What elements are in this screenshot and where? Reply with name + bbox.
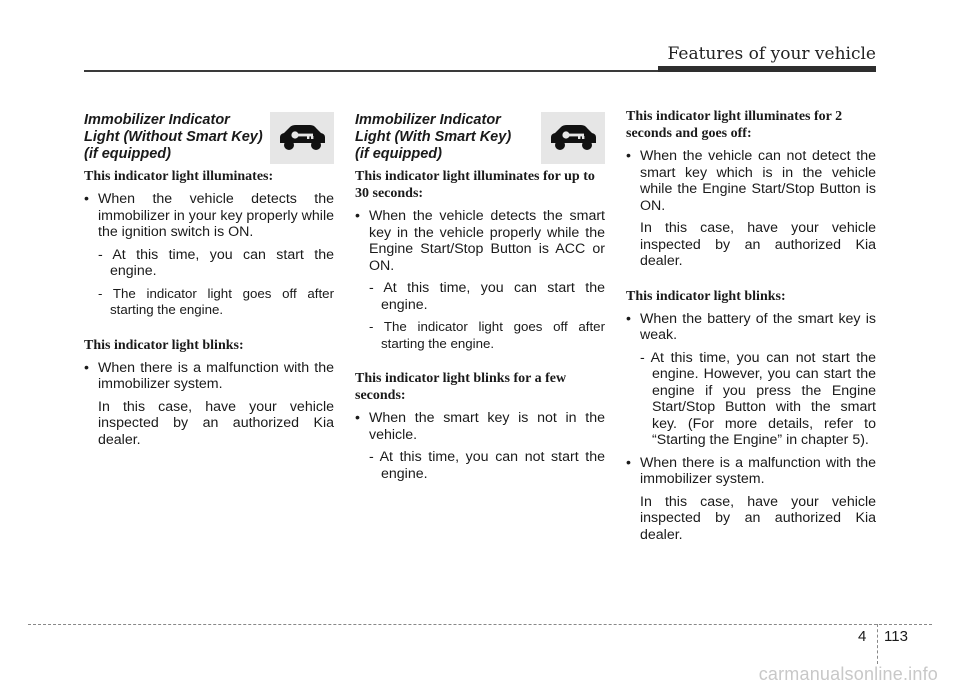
- bullet-item: [84, 360, 334, 393]
- bullet-icon: •: [84, 359, 89, 376]
- sub-item: - At this time, you can not start the engine. However, you can start the engine if you press the Engine Start/Stop Button with the smart key. (For more details, refer to “Starting the Engine” in chapter 5).: [640, 349, 876, 448]
- bullet-text: When there is a malfunction with the immobilizer system.: [98, 359, 334, 392]
- bullet-icon: •: [626, 148, 631, 164]
- subheading: This indicator light blinks for a few seconds:: [355, 371, 567, 403]
- footer-separator: [877, 624, 878, 664]
- chapter-number: 4: [858, 628, 867, 645]
- sub-item: - The indicator light goes off after starting the engine.: [98, 285, 334, 317]
- bullet-icon: •: [355, 208, 360, 224]
- header-accent-bar: [658, 66, 876, 72]
- bullet-text: When the vehicle detects the immobilizer in your key properly while the ignition switch is ON.: [98, 191, 334, 240]
- bullet-item: [626, 311, 876, 344]
- page-number: 113: [884, 628, 908, 645]
- subheading: This indicator light illuminates:: [84, 169, 274, 184]
- immobilizer-car-key-icon: [270, 112, 334, 164]
- section-title: Immobilizer Indicator Light (With Smart Key) (if equipped): [355, 112, 512, 162]
- footer-rule: [28, 624, 932, 625]
- section-title: Immobilizer Indicator Light (Without Smart Key) (if equipped): [84, 112, 263, 162]
- section-header: [84, 112, 334, 168]
- subheading: This indicator light illuminates for up to 30 seconds:: [355, 169, 595, 201]
- column-3: [626, 108, 876, 549]
- bullet-icon: •: [84, 191, 89, 207]
- header-title: Features of your vehicle: [667, 44, 876, 64]
- bullet-item: [355, 410, 605, 443]
- bullet-icon: •: [355, 410, 360, 426]
- watermark: carmanualsonline.info: [758, 664, 938, 684]
- sub-item: - At this time, you can start the engine.: [98, 246, 334, 279]
- immobilizer-car-key-icon: [541, 112, 605, 164]
- bullet-text: When the vehicle can not detect the smart key which is in the vehicle while the Engine Start/Stop Button is ON.: [640, 148, 876, 214]
- note-text: In this case, have your vehicle inspected by an authorized Kia dealer.: [98, 398, 334, 448]
- sub-item: - At this time, you can not start the engine.: [369, 449, 605, 482]
- bullet-text: When the vehicle detects the smart key in the vehicle properly while the Engine Start/Stop Button is ACC or ON.: [369, 208, 605, 274]
- column-1: [84, 112, 334, 454]
- bullet-item: [626, 455, 876, 488]
- bullet-icon: •: [626, 310, 631, 327]
- bullet-text: When the battery of the smart key is weak.: [640, 310, 876, 343]
- column-2: [355, 112, 605, 488]
- bullet-item: [84, 191, 334, 241]
- note-text: In this case, have your vehicle inspected by an authorized Kia dealer.: [640, 493, 876, 543]
- bullet-text: When there is a malfunction with the immobilizer system.: [640, 454, 876, 487]
- section-header: [355, 112, 605, 168]
- subheading: This indicator light blinks:: [626, 288, 786, 304]
- bullet-item: [626, 148, 876, 214]
- subheading: This indicator light illuminates for 2 seconds and goes off:: [626, 109, 843, 141]
- sub-item: - At this time, you can start the engine.: [369, 280, 605, 313]
- note-text: In this case, have your vehicle inspected by an authorized Kia dealer.: [640, 220, 876, 269]
- bullet-icon: •: [626, 454, 631, 471]
- bullet-item: [355, 208, 605, 274]
- sub-item: - The indicator light goes off after starting the engine.: [369, 319, 605, 351]
- bullet-text: When the smart key is not in the vehicle.: [369, 410, 605, 443]
- subheading: This indicator light blinks:: [84, 337, 244, 353]
